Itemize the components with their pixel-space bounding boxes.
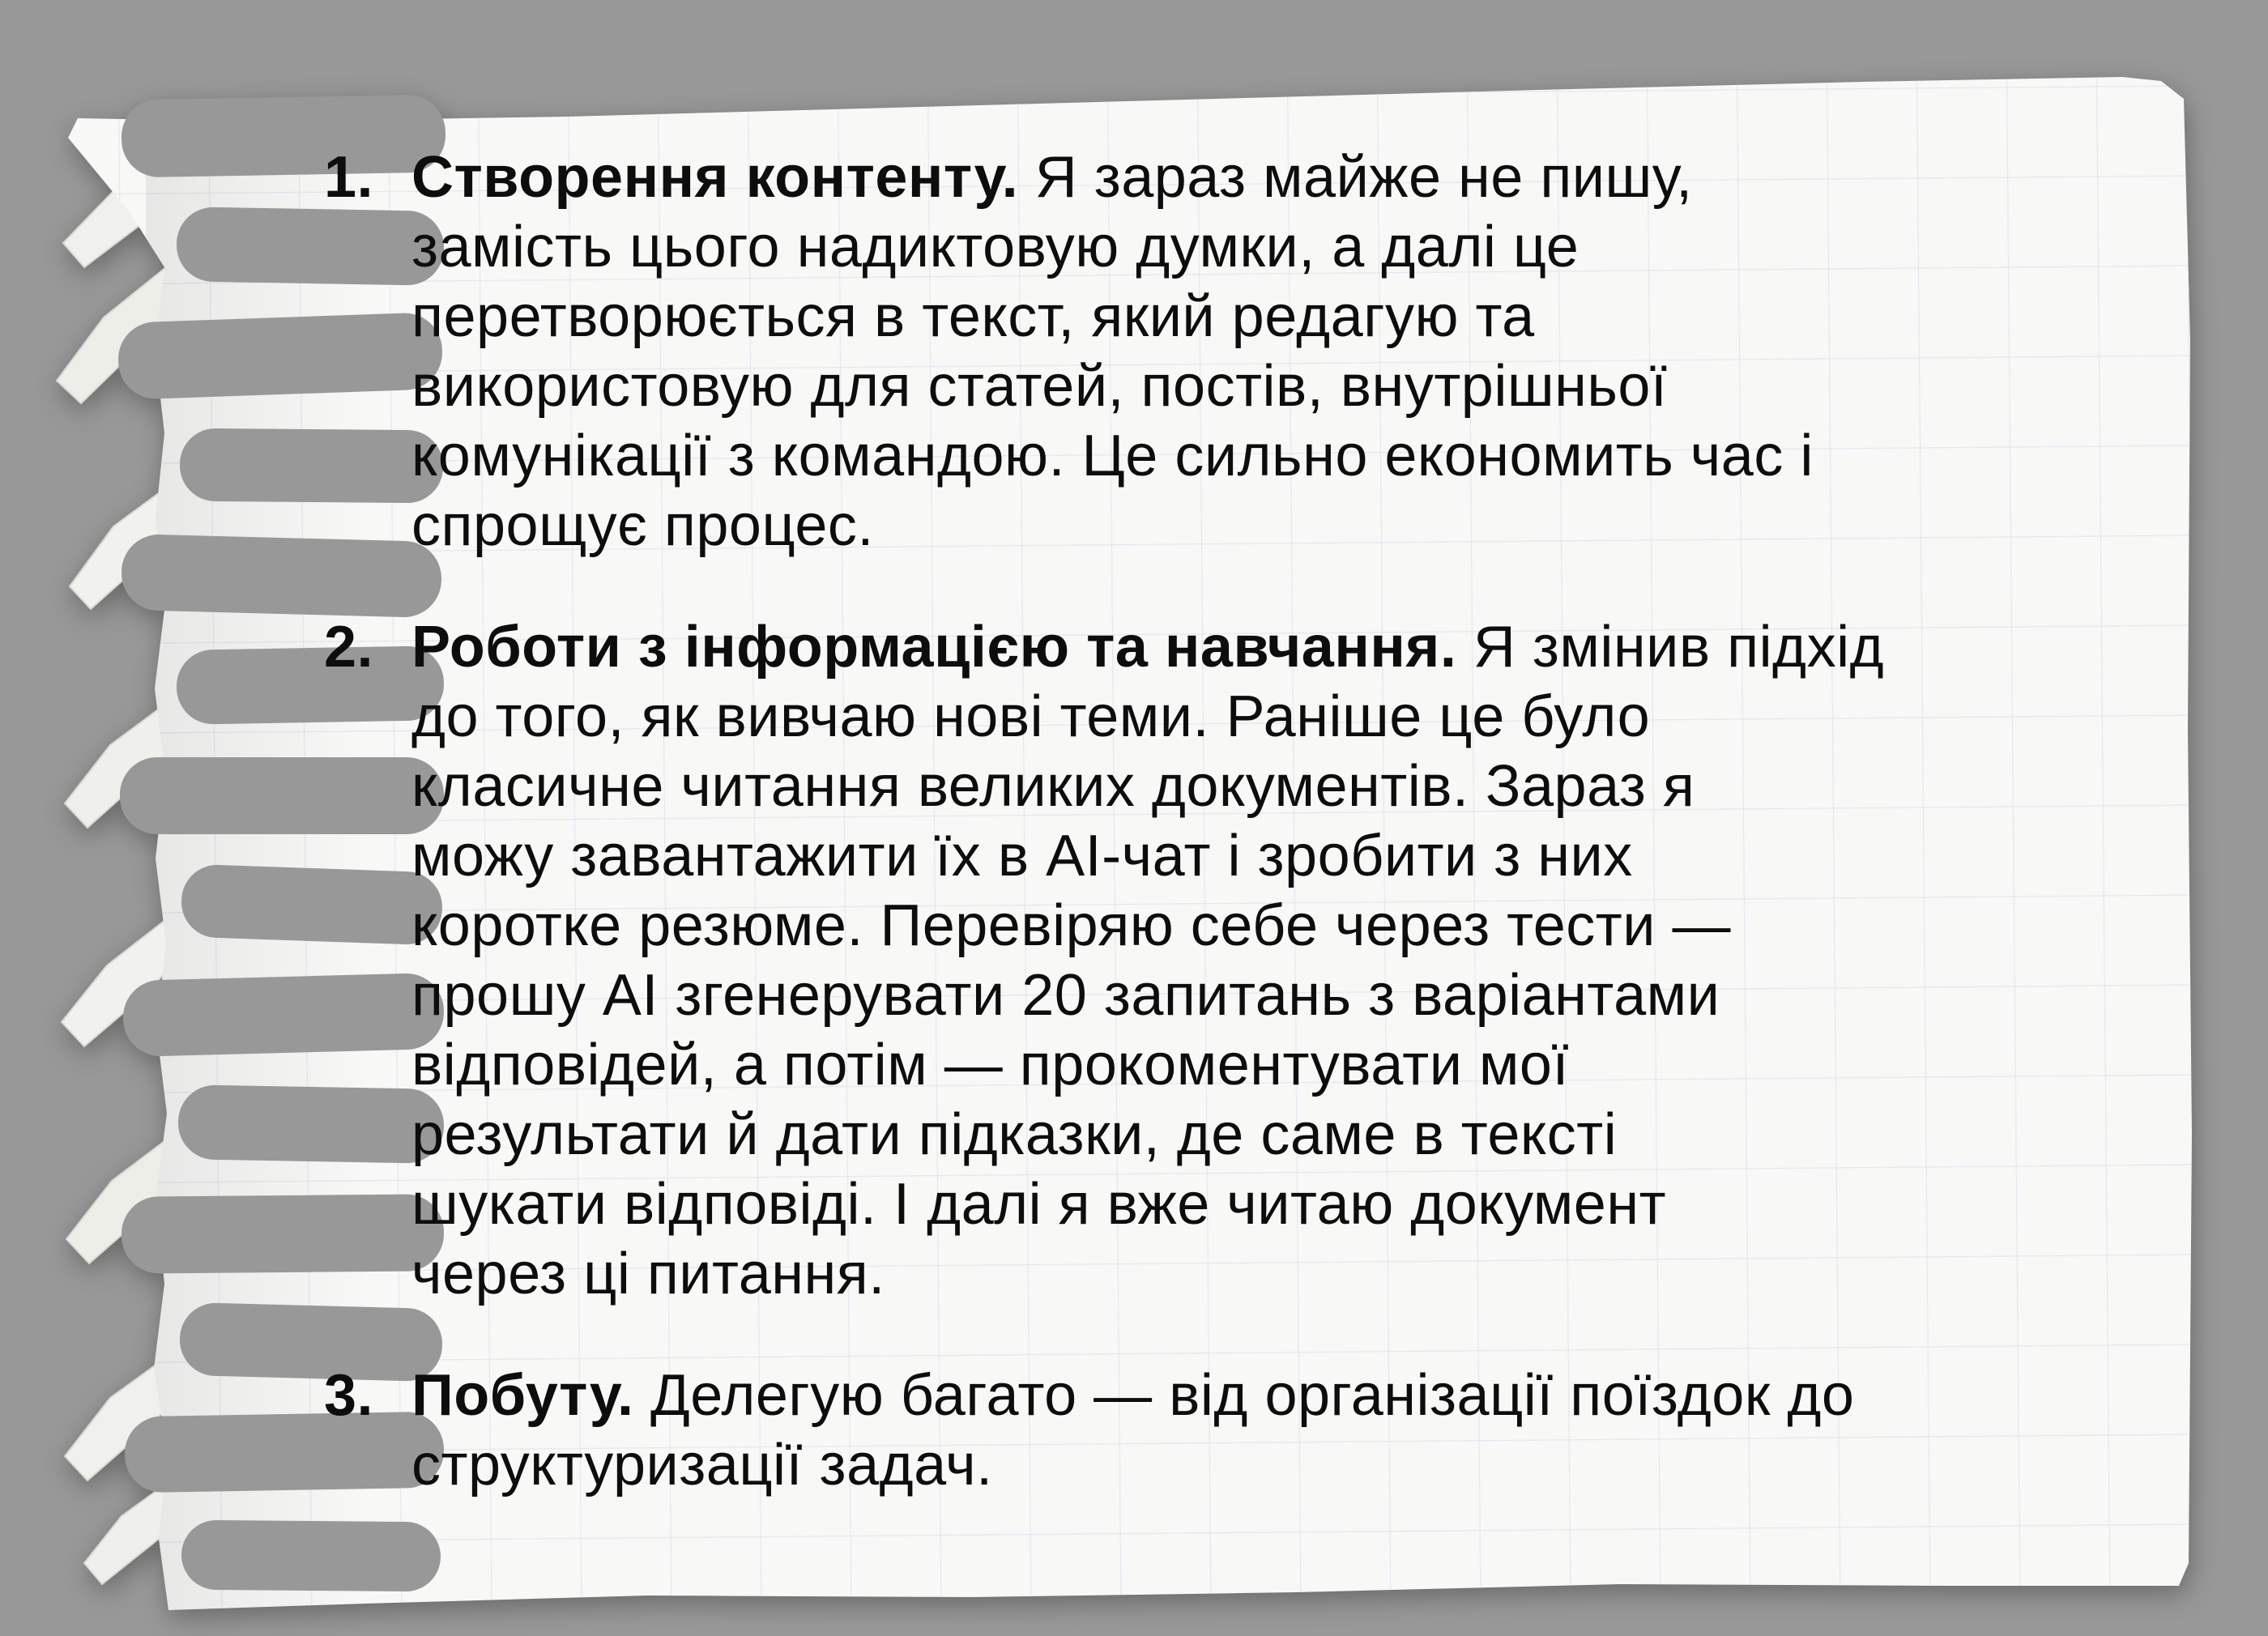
- list-item-text-line: комунікації з командою. Це сильно економить час і: [411, 424, 1814, 488]
- list-item-number: 3.: [324, 1363, 374, 1428]
- list-item-text-line: шукати відповіді. І далі я вже читаю документ: [411, 1172, 1667, 1237]
- list-item-text-line: структуризації задач.: [411, 1433, 993, 1498]
- list-item: [324, 143, 2155, 560]
- list-item-text-line: замість цього надиктовую думки, а далі це: [411, 215, 1580, 279]
- list-item: [324, 1361, 2155, 1500]
- list-item-text-line: класичне читання великих документів. Зараз я: [411, 754, 1695, 819]
- list-item-text: Я зараз майже не пишу,: [1018, 145, 1693, 210]
- list-item-text-line: до того, як вивчаю нові теми. Раніше це було: [411, 684, 1651, 749]
- list-item-text-line: перетворюється в текст, який редагую та: [411, 284, 1535, 349]
- list-item-first-line: [324, 1361, 2155, 1430]
- list-item-text-line: відповідей, а потім — прокоментувати мої: [411, 1033, 1569, 1097]
- list-item-number: 2.: [324, 615, 374, 680]
- list-item-first-line: [324, 612, 2155, 682]
- list-item-text: Делегую багато — від організації поїздок до: [633, 1363, 1855, 1428]
- list-item-text-line: через ці питання.: [411, 1242, 885, 1306]
- list-item: [324, 612, 2155, 1309]
- list-item-lead: Побуту.: [411, 1363, 634, 1428]
- spiral-hole: [181, 1520, 441, 1592]
- list-item-text-line: коротке резюме. Перевіряю себе через тести —: [411, 893, 1731, 958]
- list-item-lead: Створення контенту.: [411, 145, 1019, 210]
- list-item-text-line: використовую для статей, постів, внутрішньої: [411, 354, 1668, 419]
- note-text: [324, 143, 2155, 1500]
- list-item-lead: Роботи з інформацією та навчання.: [411, 615, 1457, 680]
- list-item-text-line: прошу AI згенерувати 20 запитань з варіантами: [411, 963, 1720, 1028]
- list-item-text-line: можу завантажити їх в AI-чат і зробити з них: [411, 824, 1633, 888]
- list-item-text-line: результати й дати підказки, де саме в тексті: [411, 1102, 1618, 1167]
- list-item-number: 1.: [324, 145, 374, 210]
- list-item-text: Я змінив підхід: [1456, 615, 1885, 680]
- list-item-text-line: спрощує процес.: [411, 493, 874, 558]
- list-item-first-line: [324, 143, 2155, 212]
